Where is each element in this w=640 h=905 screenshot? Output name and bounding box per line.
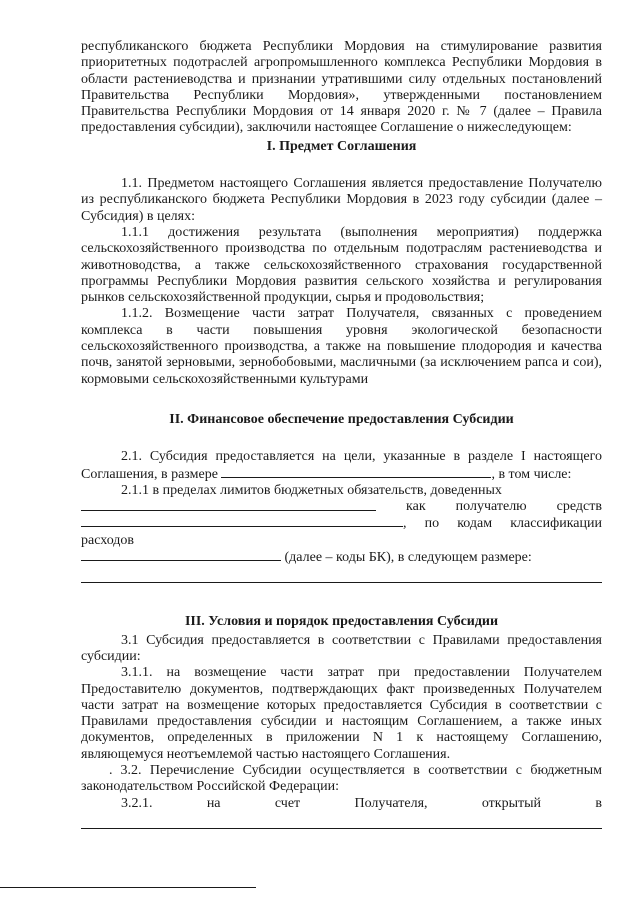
clause-2-1 <box>81 449 602 483</box>
clause-3-1: 3.1 Субсидия предоставляется в соответствии с Правилами предоставления субсидии: <box>81 632 602 664</box>
intro-paragraph: республиканского бюджета Республики Мордовия на стимулирование развития приоритетных подотраслей агропромышленного комплекса Республики Мордовия в области растениеводства и признании утратившими силу отдельных постановлений Правительства Республики Мордовия», утвержденными постановлением Правительства Республики Мордовия от 14 января 2020 г. № 7 (далее – Правила предоставления субсидии), заключили настоящее Соглашение о нижеследующем: <box>81 39 602 136</box>
clause-2-1-1-line-4 <box>81 549 602 566</box>
codes-blank <box>81 549 281 561</box>
clause-1-1-1: 1.1.1 достижения результата (выполнения мероприятия) поддержка сельскохозяйственного производства по отдельным подотраслям растениеводства и животноводства, а также сельскохозяйственного страхования государственной программы Республики Мордовия развития сельского хозяйства и регулирования рынков сельскохозяйственной продукции, сырья и продовольствия; <box>81 224 602 306</box>
clause-2-1-1-text-c: , по кодам классификации расходов <box>81 516 602 548</box>
clause-1-1: 1.1. Предметом настоящего Соглашения является предоставление Получателю из республиканского бюджета Республики Мордовия в 2023 году субсидии (далее – Субсидия) в целях: <box>81 176 602 224</box>
clause-3-1-1: 3.1.1. на возмещение части затрат при предоставлении Получателем Предоставителю документов, подтверждающих факт произведенных Получателем части затрат на возмещение которых предоставляется Субсидия в соответствии с Правилами предоставления субсидии и настоящим Соглашением, а также иных документов, определенных в приложении N 1 к настоящему Соглашению, являющемуся неотъемлемой частью настоящего Соглашения. <box>81 665 602 762</box>
clause-2-1-1-text-a: 2.1.1 в пределах лимитов бюджетных обязательств, доведенных <box>121 482 502 498</box>
word-sredstv: средств <box>556 499 602 515</box>
clause-3-2 <box>81 763 602 796</box>
clause-3-2-text: 3.2. Перечисление Субсидии осуществляется в соответствии с бюджетным законодательством Российской Федерации: <box>81 762 602 795</box>
account-fill-line <box>81 814 602 829</box>
amount-fill-line <box>81 568 602 583</box>
clause-3-2-1-num: 3.2.1. <box>121 795 153 811</box>
section-2-heading: II. Финансовое обеспечение предоставления Субсидии <box>169 411 514 427</box>
clause-3-2-1 <box>81 796 602 812</box>
clause-1-1-2: 1.1.2. Возмещение части затрат Получателя, связанных с проведением комплекса в части повышения уровня экологической безопасности сельскохозяйственного производства, а также на повышение плодородия и качества почв, занятой зерновыми, зернобобовыми, масличными (за исключением рапса и сои), кормовыми сельскохозяйственными культурами <box>81 306 602 387</box>
clause-2-1-1-text-d: (далее – коды БК), в следующем размере: <box>284 550 532 566</box>
clause-2-1-text-b: , в том числе: <box>491 466 572 482</box>
amount-blank <box>221 466 491 478</box>
word-poluchatelya: Получателя, <box>354 795 428 811</box>
clause-2-1-1 <box>81 483 602 499</box>
section-1-heading: I. Предмет Соглашения <box>266 138 417 154</box>
word-poluchatelyu: получателю <box>455 499 527 515</box>
budget-blank <box>81 515 403 527</box>
clause-2-1-1-line-3 <box>81 515 602 549</box>
footnote-rule <box>0 887 256 888</box>
recipient-blank <box>81 499 376 511</box>
section-3-heading: III. Условия и порядок предоставления Субсидии <box>184 614 499 630</box>
stray-dot: . <box>109 762 113 778</box>
clause-2-1-text-a: 2.1. Субсидия предоставляется на цели, указанные в разделе I настоящего Соглашения, в размере <box>81 449 602 482</box>
clause-2-1-1-line-2 <box>81 499 602 515</box>
word-otkrytyi: открытый <box>481 795 542 811</box>
word-v: в <box>595 795 602 811</box>
word-na: на <box>206 795 221 811</box>
word-kak: как <box>406 499 426 515</box>
word-schet: счет <box>274 795 301 811</box>
